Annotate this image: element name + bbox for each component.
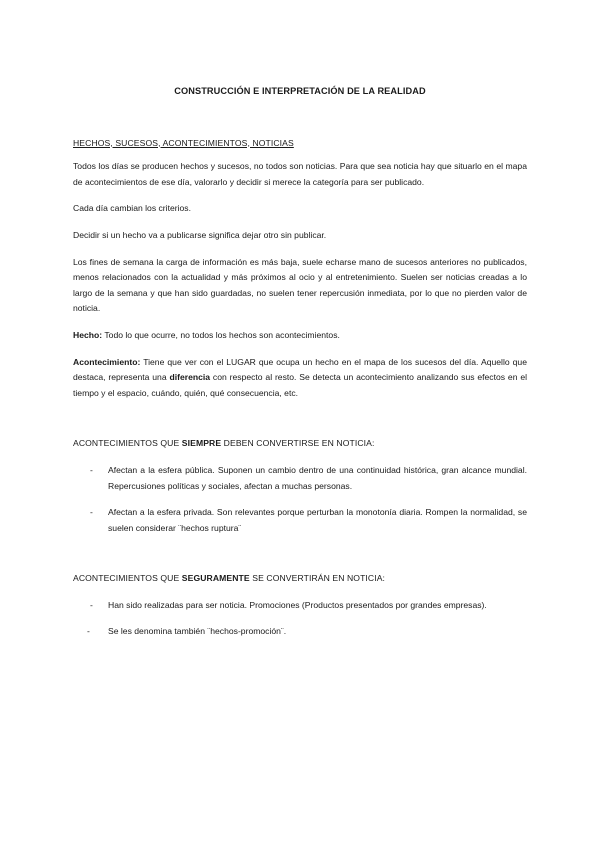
list-item xyxy=(73,598,527,614)
list-item xyxy=(73,463,527,494)
paragraph-criterios: Cada día cambian los criterios. xyxy=(73,203,191,214)
definition-acontecimiento xyxy=(73,355,527,402)
heading-seguramente-emph: SEGURAMENTE xyxy=(181,573,250,584)
section-heading-siempre xyxy=(73,436,527,452)
list-item-text: Se les denomina también ¨hechos-promoción¨. xyxy=(108,626,287,637)
list-siempre xyxy=(73,463,527,536)
heading-seguramente-pre: ACONTECIMIENTOS QUE xyxy=(73,573,182,584)
list-item-text: Afectan a la esfera pública. Suponen un cambio dentro de una continuidad histórica, gran alcance mundial. Repercusiones políticas y sociales, afectan a muchas personas. xyxy=(108,464,527,491)
heading-siempre-emph: SIEMPRE xyxy=(181,438,222,449)
document-page xyxy=(73,84,527,651)
document-title: CONSTRUCCIÓN E INTERPRETACIÓN DE LA REALIDAD xyxy=(174,86,426,96)
bullet-dash: - xyxy=(87,626,90,637)
definition-hecho-text: Todo lo que ocurre, no todos los hechos son acontecimientos. xyxy=(102,329,340,340)
definition-acontecimiento-emphasis: diferencia xyxy=(169,372,211,383)
list-seguramente xyxy=(73,598,527,640)
definition-acontecimiento-text-b: con respecto al resto. Se detecta un acontecimiento analizando sus efectos en el tiempo y el espacio, cuándo, quién, qué consecuencia, etc. xyxy=(73,372,528,398)
heading-siempre-pre: ACONTECIMIENTOS QUE xyxy=(73,438,182,449)
bullet-dash: - xyxy=(90,599,93,610)
definition-hecho xyxy=(73,328,527,344)
paragraph-noticias-intro: Todos los días se producen hechos y sucesos, no todos son noticias. Para que sea noticia hay que situarlo en el mapa de acontecimientos de ese día, valorarlo y decidir si merece la categoría para ser publicado. xyxy=(73,161,527,187)
heading-seguramente-post: SE CONVERTIRÁN EN NOTICIA: xyxy=(249,573,386,584)
bullet-dash: - xyxy=(90,464,93,475)
list-item-text: Han sido realizadas para ser noticia. Promociones (Productos presentados por grandes empresas). xyxy=(108,599,487,610)
paragraph-fines-semana: Los fines de semana la carga de información es más baja, suele echarse mano de sucesos anteriores no publicados, menos relacionados con la actualidad y más próximos al ocio y al entretenimiento. Suelen ser noticias creadas a lo largo de la semana y que han sido guardadas, no suelen tener repercusión inmediata, por lo que no pierden valor de noticia. xyxy=(73,256,527,314)
list-item-text: Afectan a la esfera privada. Son relevantes porque perturban la monotonía diaria. Rompen la normalidad, se suelen considerar ¨hechos ruptura¨ xyxy=(108,507,527,533)
bullet-dash: - xyxy=(90,507,93,518)
definition-acontecimiento-text-a: Tiene que ver con el LUGAR que ocupa un hecho en el mapa de los sucesos del día. Aquello que destaca, representa una xyxy=(73,356,527,383)
section-heading-hechos: HECHOS, SUCESOS, ACONTECIMIENTOS, NOTICIAS xyxy=(73,137,294,148)
paragraph-decidir: Decidir si un hecho va a publicarse significa dejar otro sin publicar. xyxy=(73,229,327,240)
definition-acontecimiento-term: Acontecimiento: xyxy=(73,356,141,367)
spacer xyxy=(73,412,527,436)
spacer xyxy=(73,547,527,571)
list-item xyxy=(73,505,527,536)
heading-siempre-post: DEBEN CONVERTIRSE EN NOTICIA: xyxy=(221,438,375,449)
section-heading-seguramente xyxy=(73,571,527,587)
definition-hecho-term: Hecho: xyxy=(73,329,103,340)
list-item xyxy=(73,624,527,640)
